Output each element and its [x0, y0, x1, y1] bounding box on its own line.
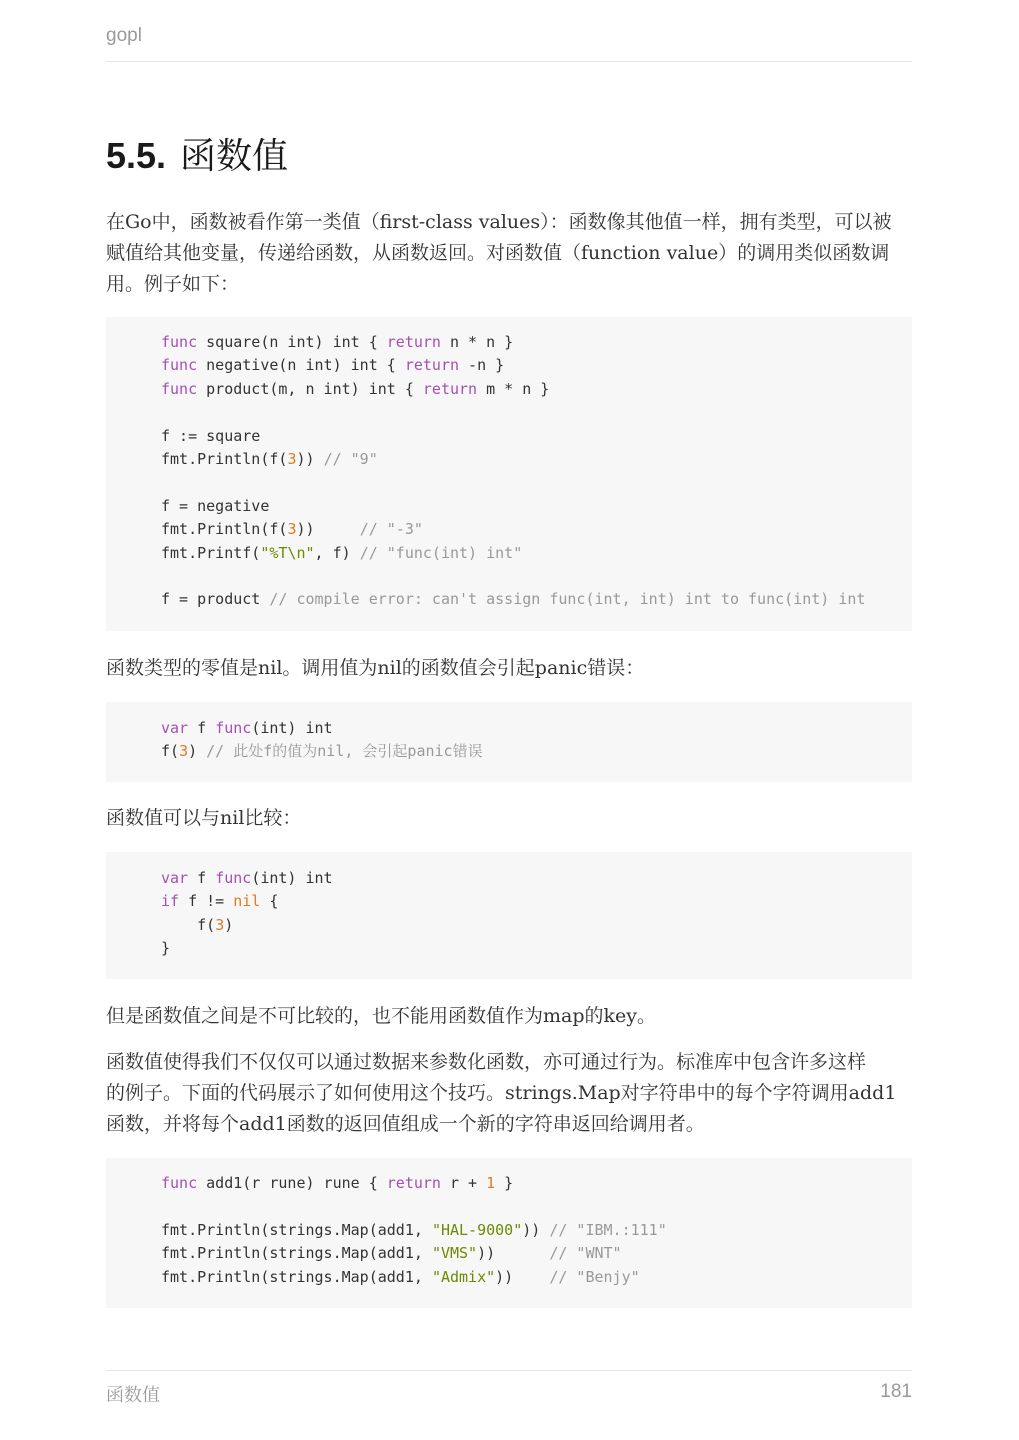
section-heading [106, 130, 288, 183]
footer-chapter-title: 函数值 [106, 1385, 160, 1406]
behavior-line-3: 函数，并将每个add1函数的返回值组成一个新的字符串返回给调用者。 [106, 1113, 705, 1135]
code-text: func square(n int) int { return n * n } func negative(n int) int { return -n } func product(m, n int) int { return m * n } f := square fmt.Println(f(3)) // "9" f = negative fmt.Println(f(3)) // "-3" fmt.Printf("%T\n", f) // "func(int) int" f = product // compile error: can't assign func(int, int) int to func(int) int [161, 333, 866, 609]
nil-compare-paragraph: 函数值可以与nil比较： [106, 807, 302, 829]
page-number: 181 [880, 1381, 912, 1402]
section-title: 函数值 [180, 136, 289, 177]
page-header [106, 22, 912, 62]
code-text: func add1(r rune) rune { return r + 1 } fmt.Println(strings.Map(add1, "HAL-9000")) // "IBM.:111" fmt.Println(strings.Map(add1, "VMS")) // "WNT" fmt.Println(strings.Map(add1, "Admix")) // "Benjy" [161, 1174, 667, 1286]
behavior-paragraph [106, 1047, 912, 1140]
intro-line-3: 用。例子如下： [106, 273, 240, 295]
behavior-line-2: 的例子。下面的代码展示了如何使用这个技巧。strings.Map对字符串中的每个字符调用add1 [106, 1082, 897, 1104]
code-block-nil-compare [106, 852, 912, 979]
code-block-nil-call [106, 702, 912, 782]
behavior-line-1: 函数值使得我们不仅仅可以通过数据来参数化函数，亦可通过行为。标准库中包含许多这样 [106, 1051, 867, 1073]
code-block-function-values [106, 317, 912, 631]
not-comparable-paragraph: 但是函数值之间是不可比较的，也不能用函数值作为map的key。 [106, 1005, 656, 1027]
code-text: var f func(int) int f(3) // 此处f的值为nil, 会引起panic错误 [161, 719, 483, 761]
intro-paragraph [106, 207, 912, 300]
intro-line-2: 赋值给其他变量，传递给函数，从函数返回。对函数值（function value）的调用类似函数调 [106, 242, 890, 264]
code-block-strings-map [106, 1158, 912, 1308]
code-text: var f func(int) int if f != nil { f(3) } [161, 869, 333, 958]
page-footer [106, 1370, 912, 1419]
section-number: 5.5. [106, 135, 167, 176]
nil-zero-value-paragraph: 函数类型的零值是nil。调用值为nil的函数值会引起panic错误： [106, 657, 645, 679]
intro-line-1: 在Go中，函数被看作第一类值（first-class values）：函数像其他值一样，拥有类型，可以被 [106, 211, 892, 233]
book-title: gopl [106, 25, 142, 46]
